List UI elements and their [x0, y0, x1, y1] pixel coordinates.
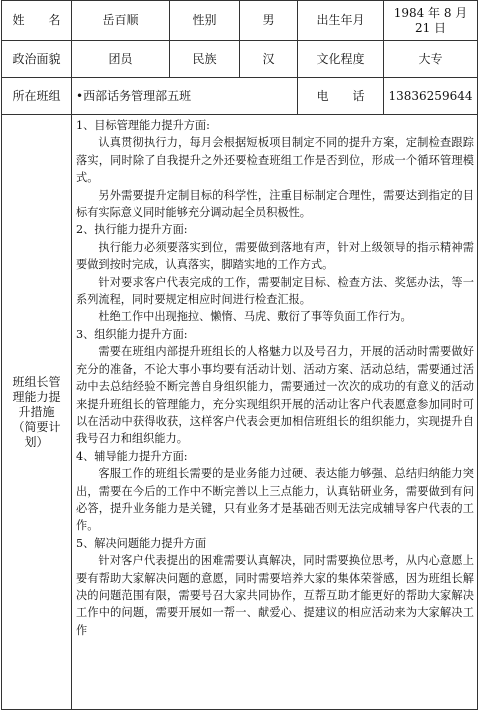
- birth-value-line2: 21 日: [414, 20, 447, 35]
- phone-value: 13836259644: [384, 78, 478, 115]
- section-heading: 2、执行能力提升方面:: [76, 223, 188, 237]
- measures-label-line3: 升措施: [18, 404, 55, 419]
- section-paragraph: 认真贯彻执行力，每月会根据短板项目制定不同的提升方案，定制检查跟踪落实，同时除了自我提升之外还要检查班组工作是否到位，形成一个循环管理模式。: [76, 136, 474, 185]
- section-paragraph: 针对要求客户代表完成的工作，需要制定目标、检查方法、奖惩办法，等一系列流程，同时要规定相应时间进行检查汇报。: [76, 275, 474, 307]
- birth-value-line1: 1984 年 8 月: [393, 5, 468, 20]
- section-paragraph: 另外需要提升定制目标的科学性，注重目标制定合理性，需要达到指定的目标有实际意义同时能够充分调动起全员积极性。: [76, 188, 474, 220]
- section-paragraph: 执行能力必须要落实到位，需要做到落地有声，针对上级领导的指示精神需要做到按时完成，认真落实，脚踏实地的工作方式。: [76, 240, 474, 272]
- measures-label-line2: 理能力提: [12, 389, 61, 404]
- birth-value: [384, 1, 478, 41]
- section-heading: 4、辅导能力提升方面:: [76, 449, 188, 463]
- name-label: 姓 名: [2, 1, 72, 41]
- section-paragraph: 杜绝工作中出现拖拉、懒惰、马虎、敷衍了事等负面工作行为。: [98, 310, 412, 324]
- ethnicity-label: 民族: [170, 41, 240, 78]
- team-value: •西部话务管理部五班: [72, 78, 298, 115]
- education-value: 大专: [384, 41, 478, 78]
- politics-value: 团员: [72, 41, 170, 78]
- measures-content: [72, 115, 478, 710]
- name-value: 岳百顺: [72, 1, 170, 41]
- section-heading: 1、目标管理能力提升方面:: [76, 119, 210, 132]
- ethnicity-value: 汉: [240, 41, 298, 78]
- form-row-basic: [2, 1, 478, 41]
- birth-label: 出生年月: [298, 1, 384, 41]
- team-label: 所在班组: [2, 78, 72, 115]
- phone-label: 电 话: [298, 78, 384, 115]
- section-paragraph: 针对客户代表提出的困难需要认真解决，同时需要换位思考，从内心意愿上要有帮助大家解决问题的意愿，同时需要培养大家的集体荣誉感，因为班组长解决的问题范围有限，需要号召大家共同协作，互帮互助才能更好的帮助大家解决工作中的问题，需要开展如一帮一、献爱心、提建议的相应活动来为大家解决工作: [76, 554, 474, 637]
- measures-label: [2, 115, 72, 710]
- politics-label: 政治面貌: [2, 41, 72, 78]
- education-label: 文化程度: [298, 41, 384, 78]
- section-heading: 3、组织能力提升方面:: [76, 327, 188, 341]
- section-paragraph: 需要在班组内部提升班组长的人格魅力以及号召力，开展的活动时需要做好充分的准备，不论大事小事均要有活动计划、活动方案、活动总结，需要通过活动中去总结经验不断完善自身组织能力，需要通过一次次的成功的有意义的活动来提升班组长的管理能力，充分实现组织开展的活动让客户代表愿意参加同时可以在活动中获得收获，这样客户代表会更加相信班组长的组织能力，实现提升自我号召力和组织能力。: [76, 345, 474, 446]
- measures-label-line1: 班组长管: [12, 374, 61, 389]
- gender-label: 性别: [170, 1, 240, 41]
- personal-info-form: [1, 0, 478, 710]
- section-heading: 5、解决问题能力提升方面: [76, 536, 207, 550]
- measures-label-line4: （简要计: [12, 419, 61, 434]
- section-paragraph: 客服工作的班组长需要的是业务能力过硬、表达能力够强、总结归纳能力突出，需要在今后的工作中不断完善以上三点能力，认真钻研业务，需要做到有问必答，提升业务能力是关键，只有业务才是基础否则无法完成辅导客户代表的工作。: [76, 467, 474, 533]
- form-row-politics: [2, 41, 478, 78]
- gender-value: 男: [240, 1, 298, 41]
- measures-label-line5: 划）: [24, 434, 49, 449]
- form-row-team: [2, 78, 478, 115]
- form-row-measures: [2, 115, 478, 710]
